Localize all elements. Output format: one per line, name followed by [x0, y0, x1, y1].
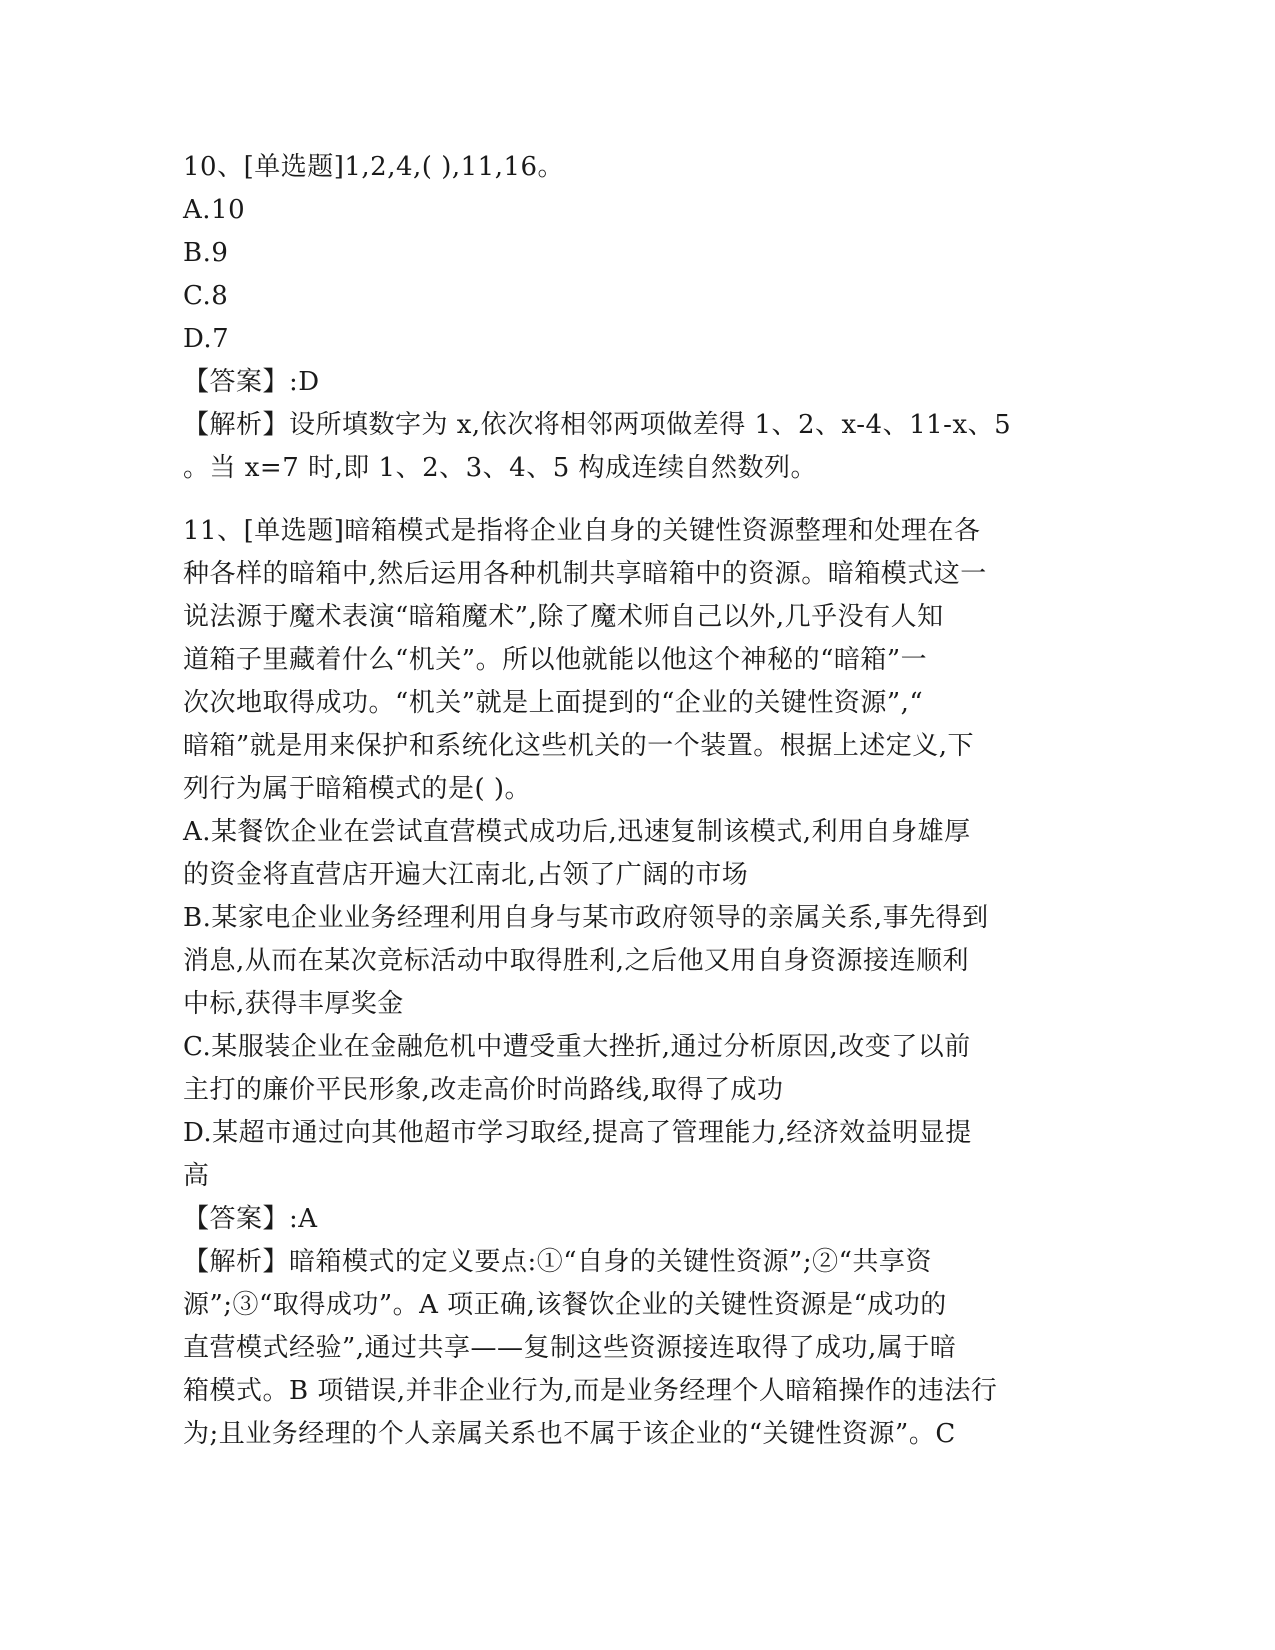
analysis-line: 直营模式经验”,通过共享——复制这些资源接连取得了成功,属于暗	[183, 1333, 957, 1363]
analysis-line: 源”;③“取得成功”。A 项正确,该餐饮企业的关键性资源是“成功的	[183, 1290, 947, 1320]
analysis-line: 【解析】暗箱模式的定义要点:①“自身的关键性资源”;②“共享资	[183, 1247, 932, 1277]
option-c: C.8	[183, 281, 229, 311]
answer: 【答案】:A	[183, 1204, 318, 1234]
option-a-line: 的资金将直营店开遍大江南北,占领了广阔的市场	[183, 860, 749, 890]
option-d-line: 高	[183, 1161, 210, 1191]
option-d: D.7	[183, 324, 230, 354]
question-stem: 10、[单选题]1,2,4,( ),11,16。	[183, 152, 565, 182]
question-stem-line: 道箱子里藏着什么“机关”。所以他就能以他这个神秘的“暗箱”一	[183, 645, 928, 675]
question-stem-line: 暗箱”就是用来保护和系统化这些机关的一个装置。根据上述定义,下	[183, 731, 975, 761]
analysis-line: 【解析】设所填数字为 x,依次将相邻两项做差得 1、2、x-4、11-x、5	[183, 410, 1012, 440]
question-stem-line: 11、[单选题]暗箱模式是指将企业自身的关键性资源整理和处理在各	[183, 516, 981, 546]
question-10	[183, 146, 1083, 490]
question-stem-line: 说法源于魔术表演“暗箱魔术”,除了魔术师自己以外,几乎没有人知	[183, 602, 944, 632]
option-a-line: A.某餐饮企业在尝试直营模式成功后,迅速复制该模式,利用自身雄厚	[183, 817, 971, 847]
question-11	[183, 510, 1083, 1456]
section-gap	[183, 490, 1083, 510]
question-stem-line: 种各样的暗箱中,然后运用各种机制共享暗箱中的资源。暗箱模式这一	[183, 559, 987, 589]
option-c-line: C.某服装企业在金融危机中遭受重大挫折,通过分析原因,改变了以前	[183, 1032, 971, 1062]
answer: 【答案】:D	[183, 367, 320, 397]
option-c-line: 主打的廉价平民形象,改走高价时尚路线,取得了成功	[183, 1075, 784, 1105]
option-b-line: 消息,从而在某次竞标活动中取得胜利,之后他又用自身资源接连顺利	[183, 946, 970, 976]
question-stem-line: 次次地取得成功。“机关”就是上面提到的“企业的关键性资源”,“	[183, 688, 924, 718]
option-b: B.9	[183, 238, 229, 268]
analysis-line: 箱模式。B 项错误,并非企业行为,而是业务经理个人暗箱操作的违法行	[183, 1376, 998, 1406]
analysis-line: 为;且业务经理的个人亲属关系也不属于该企业的“关键性资源”。C	[183, 1419, 956, 1449]
question-stem-line: 列行为属于暗箱模式的是( )。	[183, 774, 532, 804]
option-b-line: 中标,获得丰厚奖金	[183, 989, 404, 1019]
option-a: A.10	[183, 195, 246, 225]
analysis-line: 。当 x=7 时,即 1、2、3、4、5 构成连续自然数列。	[183, 453, 818, 483]
option-d-line: D.某超市通过向其他超市学习取经,提高了管理能力,经济效益明显提	[183, 1118, 972, 1148]
document-page	[183, 146, 1083, 1456]
option-b-line: B.某家电企业业务经理利用自身与某市政府领导的亲属关系,事先得到	[183, 903, 989, 933]
